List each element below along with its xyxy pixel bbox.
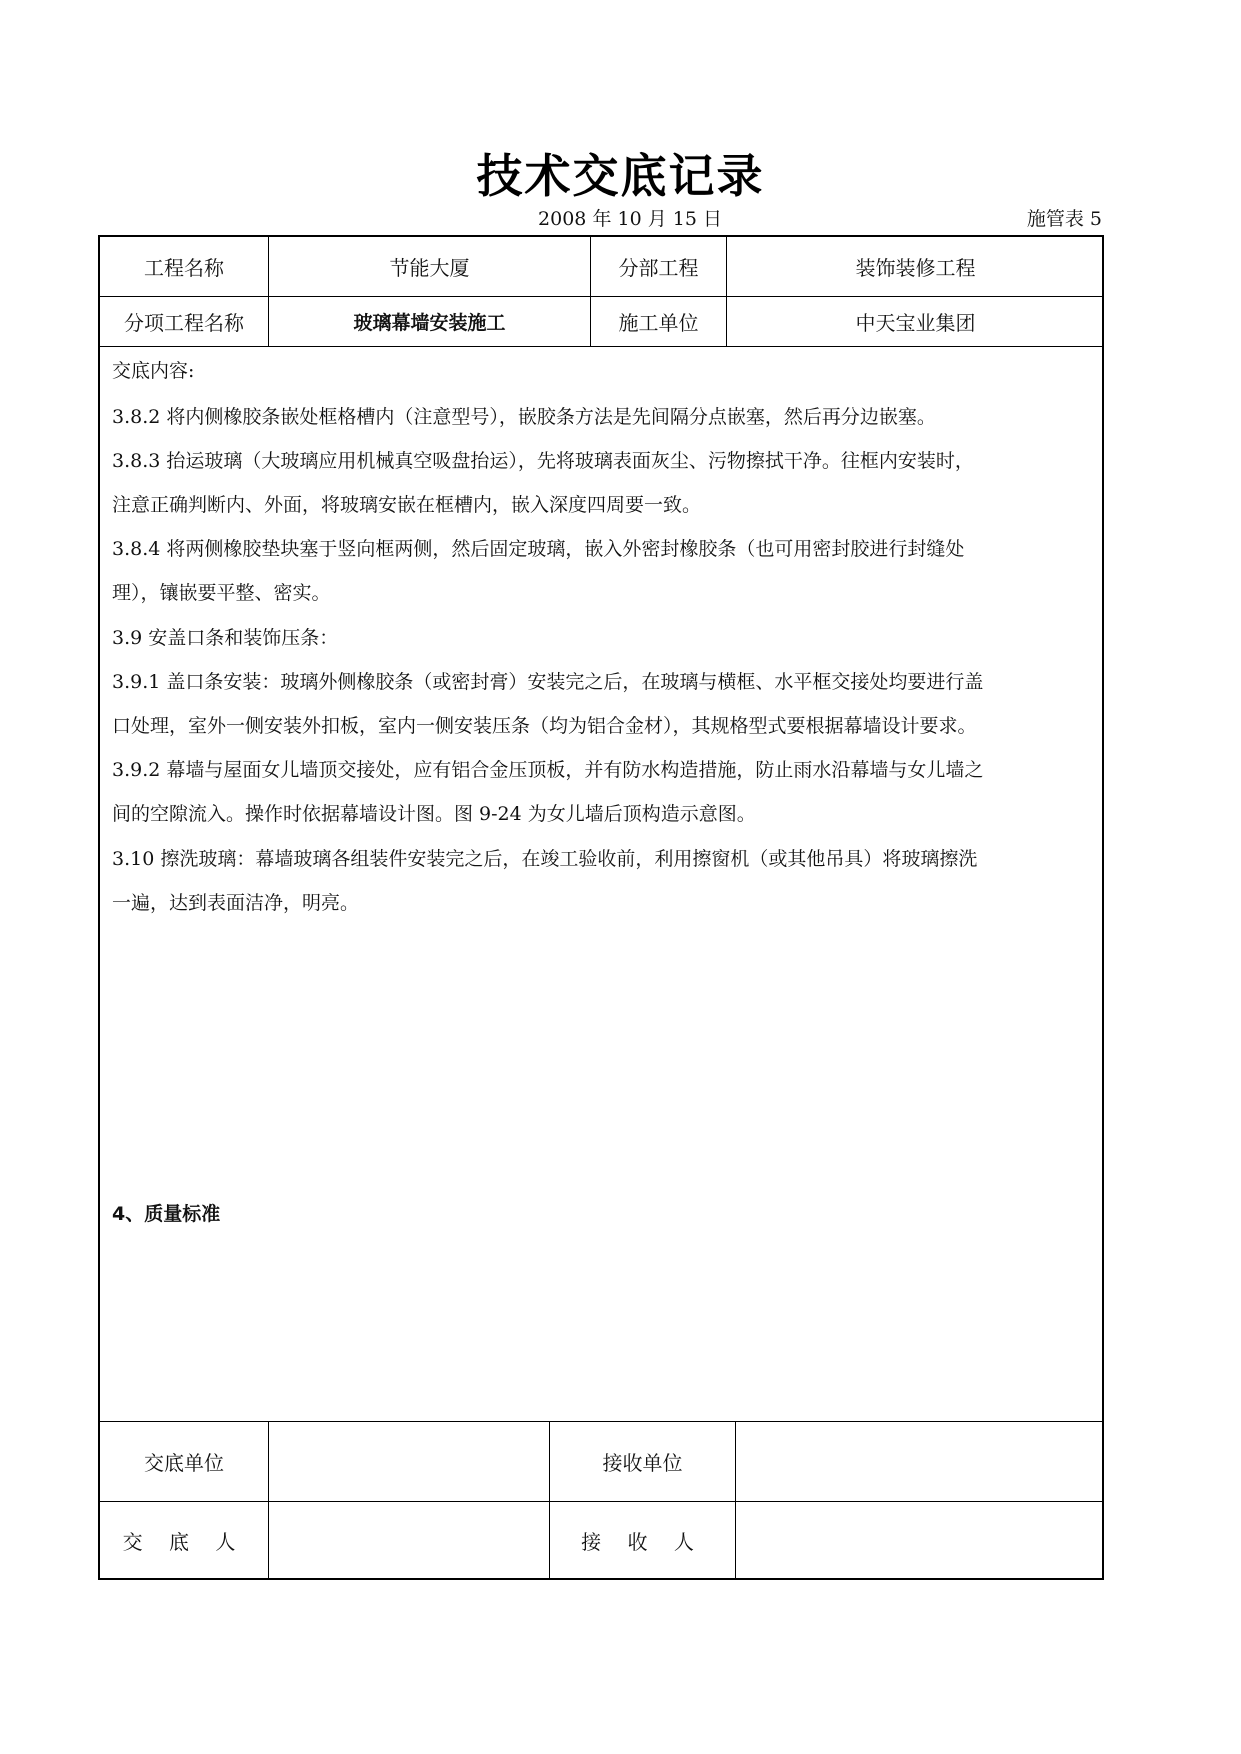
content-line: 3.8.2 将内侧橡胶条嵌处框格槽内（注意型号），嵌胶条方法是先间隔分点嵌塞，然后再分边嵌塞。	[112, 406, 936, 428]
handover-unit-label: 交底单位	[100, 1422, 269, 1501]
form-number: 施管表 5	[1026, 208, 1102, 230]
handover-unit-field[interactable]	[269, 1422, 550, 1501]
record-form	[98, 235, 1104, 1580]
briefing-content	[100, 347, 1102, 1422]
handover-person-field[interactable]	[269, 1502, 550, 1578]
content-line: 间的空隙流入。操作时依据幕墙设计图。图 9-24 为女儿墙后顶构造示意图。	[112, 803, 756, 825]
info-row-subitem	[100, 297, 1102, 347]
signoff-row-persons	[100, 1502, 1102, 1578]
document-date: 2008 年 10 月 15 日	[538, 208, 722, 230]
contractor-label: 施工单位	[591, 297, 727, 346]
project-name-value: 节能大厦	[269, 237, 591, 296]
content-line: 口处理，室外一侧安装外扣板，室内一侧安装压条（均为铝合金材），其规格型式要根据幕墙设计要求。	[112, 715, 977, 737]
signoff-row-units	[100, 1422, 1102, 1502]
content-line: 3.9.1 盖口条安装：玻璃外侧橡胶条（或密封膏）安装完之后，在玻璃与横框、水平框交接处均要进行盖	[112, 671, 984, 693]
content-line: 3.9 安盖口条和装饰压条：	[112, 627, 339, 649]
receiving-unit-field[interactable]	[736, 1422, 1104, 1501]
receiver-label: 接 收 人	[550, 1502, 736, 1578]
content-line: 注意正确判断内、外面，将玻璃安嵌在框槽内，嵌入深度四周要一致。	[112, 494, 702, 516]
quality-standard-heading: 4、质量标准	[112, 1203, 221, 1225]
project-name-label: 工程名称	[100, 237, 269, 296]
content-line: 一遍，达到表面洁净，明亮。	[112, 892, 360, 914]
contractor-value: 中天宝业集团	[855, 311, 976, 335]
content-line: 3.9.2 幕墙与屋面女儿墙顶交接处，应有铝合金压顶板，并有防水构造措施，防止雨水沿幕墙与女儿墙之	[112, 759, 984, 781]
division-label: 分部工程	[591, 237, 727, 296]
subitem-value: 玻璃幕墙安装施工	[269, 297, 591, 346]
content-line: 理），镶嵌要平整、密实。	[112, 582, 331, 604]
content-line: 3.10 擦洗玻璃：幕墙玻璃各组装件安装完之后，在竣工验收前，利用擦窗机（或其他吊具）将玻璃擦洗	[112, 848, 978, 870]
content-heading: 交底内容:	[112, 360, 195, 382]
document-title: 技术交底记录	[476, 149, 765, 203]
receiving-unit-label: 接收单位	[550, 1422, 736, 1501]
division-value: 装饰装修工程	[855, 256, 976, 280]
info-row-project	[100, 237, 1102, 297]
handover-person-label: 交 底 人	[100, 1502, 269, 1578]
subitem-label: 分项工程名称	[100, 297, 269, 346]
receiver-field[interactable]	[736, 1502, 1104, 1578]
content-line: 3.8.3 抬运玻璃（大玻璃应用机械真空吸盘抬运），先将玻璃表面灰尘、污物擦拭干净。往框内安装时，	[112, 450, 974, 472]
content-line: 3.8.4 将两侧橡胶垫块塞于竖向框两侧，然后固定玻璃，嵌入外密封橡胶条（也可用密封胶进行封缝处	[112, 538, 965, 560]
